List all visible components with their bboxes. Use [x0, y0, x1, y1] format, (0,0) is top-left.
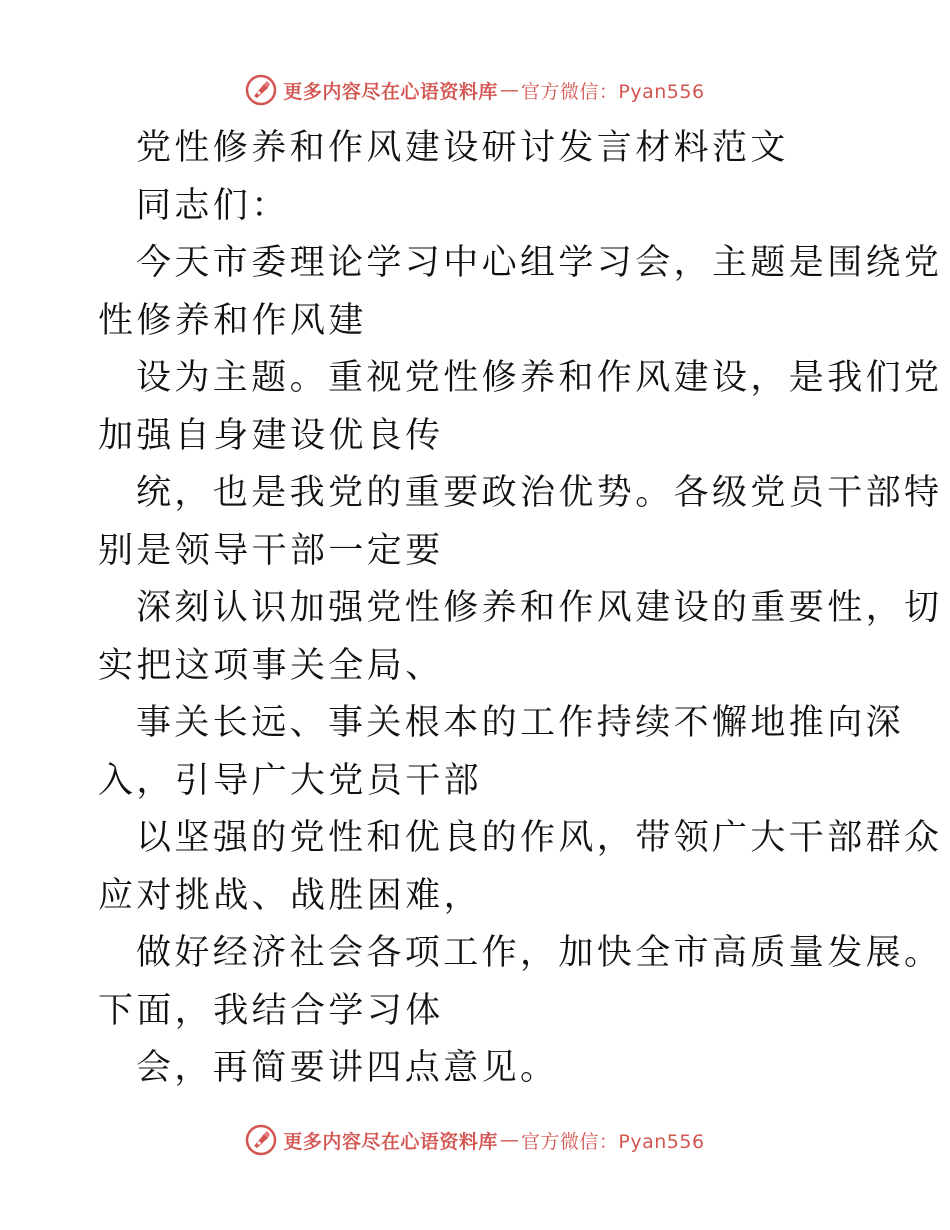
document-line: 会，再简要讲四点意见。 — [136, 1048, 559, 1088]
watermark-account-text: 官方微信：Pyan556 — [520, 80, 705, 103]
document-line: 同志们： — [136, 185, 290, 226]
document-line: 统，也是我党的重要政治优势。各级党员干部特 — [136, 473, 943, 513]
document-line: 设为主题。重视党性修养和作风建设，是我们党 — [136, 358, 943, 398]
document-line: 性修养和作风建 — [98, 300, 367, 341]
document-line: 下面，我结合学习体 — [98, 990, 444, 1031]
document-line: 今天市委理论学习中心组学习会，主题是围绕党 — [136, 243, 943, 283]
document-line: 应对挑战、战胜困难， — [98, 875, 483, 916]
watermark-footer — [0, 1120, 950, 1160]
document-line: 加强自身建设优良传 — [98, 415, 444, 456]
watermark-header — [0, 70, 950, 110]
document-line: 入，引导广大党员干部 — [98, 760, 483, 801]
document-title: 党性修养和作风建设研讨发言材料范文 — [136, 128, 789, 168]
watermark-main-text: 更多内容尽在心语资料库 — [283, 1130, 498, 1153]
watermark-separator: — — [499, 1129, 519, 1151]
document-body — [98, 120, 943, 1098]
document-line: 事关长远、事关根本的工作持续不懈地推向深 — [136, 703, 905, 743]
pen-nib-logo-icon — [245, 1124, 277, 1156]
pen-nib-logo-icon — [245, 74, 277, 106]
document-line: 实把这项事关全局、 — [98, 645, 444, 686]
document-line: 深刻认识加强党性修养和作风建设的重要性，切 — [136, 588, 943, 628]
document-line: 做好经济社会各项工作，加快全市高质量发展。 — [136, 933, 943, 973]
watermark-main-text: 更多内容尽在心语资料库 — [283, 80, 498, 103]
document-line: 别是领导干部一定要 — [98, 530, 444, 571]
watermark-separator: — — [499, 79, 519, 101]
document-line: 以坚强的党性和优良的作风，带领广大干部群众 — [136, 818, 943, 858]
watermark-account-text: 官方微信：Pyan556 — [520, 1130, 705, 1153]
